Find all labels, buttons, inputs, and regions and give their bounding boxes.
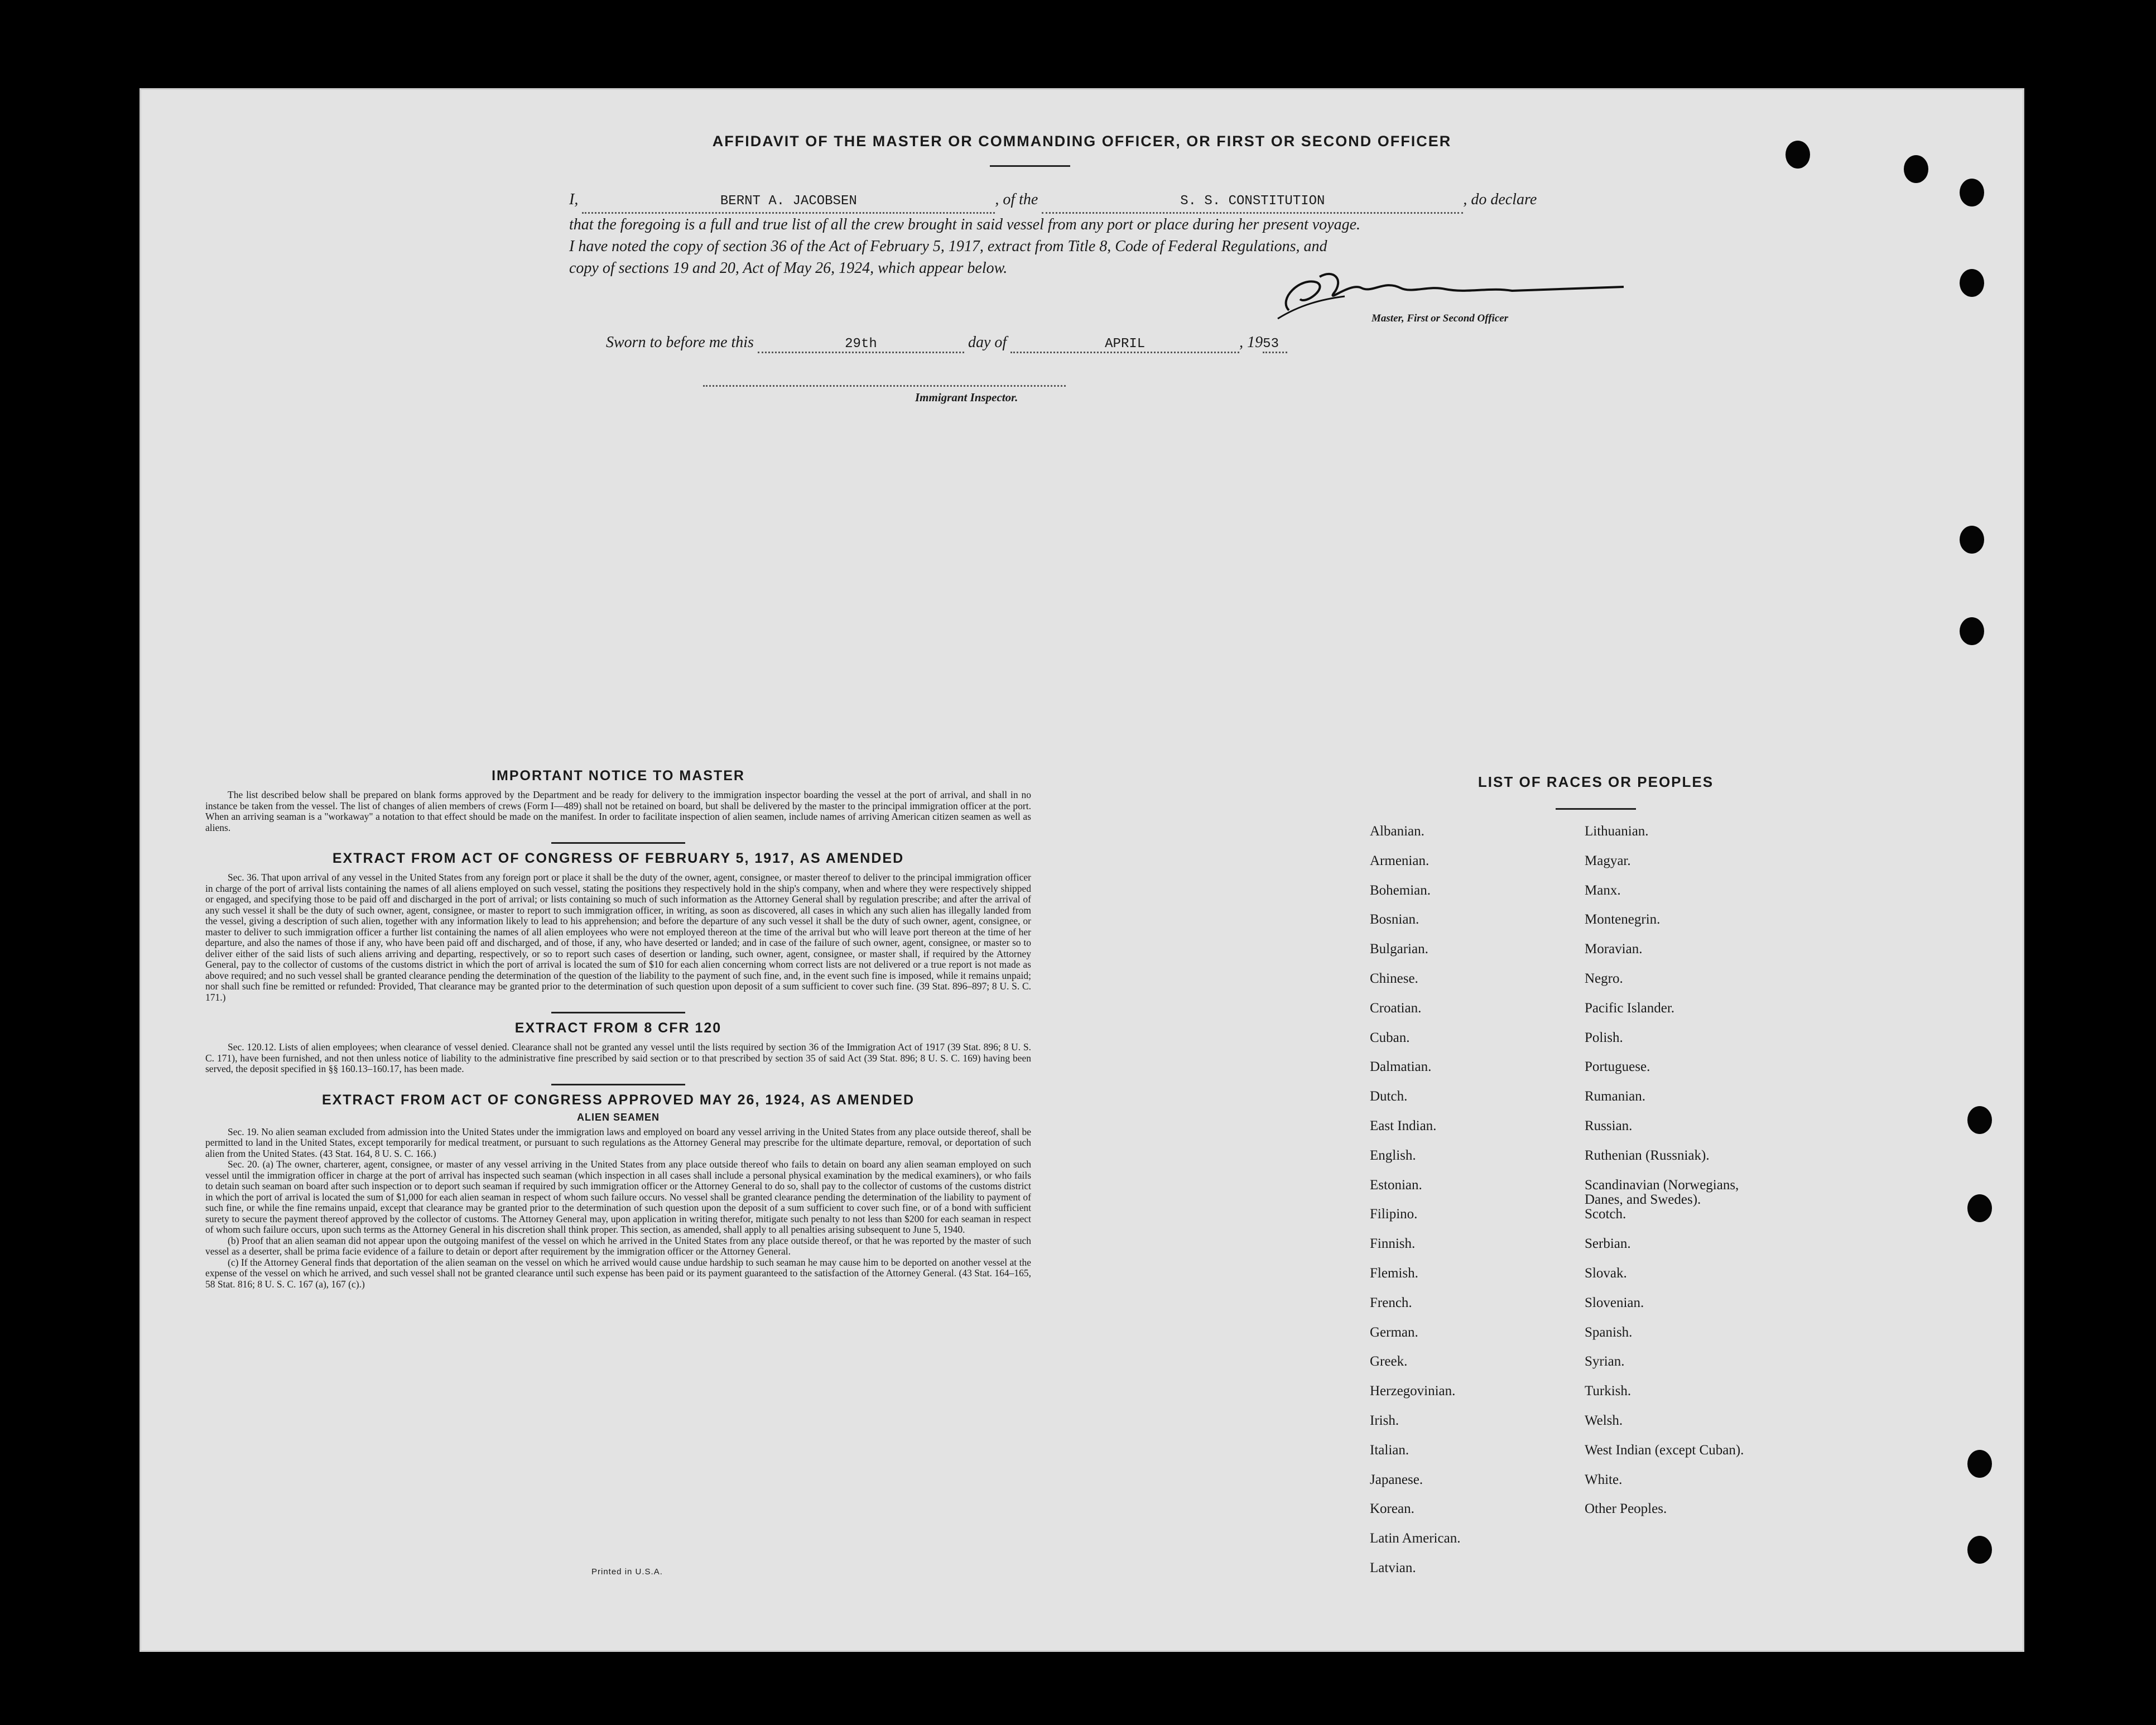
race-item: German. — [1370, 1324, 1418, 1340]
legal-column — [205, 768, 1031, 1290]
extract-1917-title: EXTRACT FROM ACT OF CONGRESS OF FEBRUARY 5, 1917, AS AMENDED — [332, 851, 904, 866]
race-item: Bohemian. — [1370, 882, 1431, 898]
race-item: Welsh. — [1585, 1413, 1623, 1428]
sec19-body: Sec. 19. No alien seaman excluded from admission into the United States under the immigration laws and employed on board any vessel arriving in the United States from any place outside thereof, shall be permitted to land in the United States, except temporarily for medical treatment, or pursuant to such regulations as the Attorney General may prescribe for the ultimate departure, removal, or deportation of such alien from the United States. (43 Stat. 164, 8 U. S. C. 166.) — [205, 1126, 1031, 1159]
punch-hole — [1967, 1536, 1992, 1564]
race-item: Moravian. — [1585, 941, 1643, 957]
extract-1924-subtitle: ALIEN SEAMEN — [576, 1111, 660, 1123]
punch-hole — [1786, 141, 1810, 169]
declaration-line-3: I have noted the copy of section 36 of the Act of February 5, 1917, extract from Title 8, Code of Federal Regulations, and — [569, 238, 1327, 255]
race-item: Latvian. — [1370, 1560, 1416, 1575]
race-item: Other Peoples. — [1585, 1501, 1667, 1517]
race-item: Syrian. — [1585, 1354, 1625, 1370]
punch-hole — [1960, 269, 1984, 297]
race-item: Danes, and Swedes). — [1585, 1191, 1701, 1207]
race-item: Estonian. — [1370, 1177, 1422, 1193]
race-item: French. — [1370, 1295, 1412, 1310]
master-name: BERNT A. JACOBSEN — [720, 194, 857, 209]
race-item: Negro. — [1585, 971, 1623, 986]
printed-in-usa: Printed in U.S.A. — [591, 1567, 663, 1577]
race-item: Polish. — [1585, 1030, 1623, 1045]
race-item: Herzegovinian. — [1370, 1383, 1456, 1399]
race-item: Bosnian. — [1370, 912, 1419, 928]
race-item: Scandinavian (Norwegians, — [1585, 1177, 1739, 1193]
races-title: LIST OF RACES OR PEOPLES — [1478, 773, 1714, 790]
race-item: Irish. — [1370, 1413, 1399, 1428]
sec20b-body: (b) Proof that an alien seaman did not appear upon the outgoing manifest of the vessel on which he arrived in the United States from any place outside thereof, or that he was reported by the master of such vessel as a deserter, shall be prima facie evidence of a failure to detain or deport after requirement by the immigration officer or the Attorney General. — [205, 1234, 1031, 1257]
race-item: Montenegrin. — [1585, 912, 1661, 928]
label-year-prefix: , 19 — [1239, 334, 1263, 351]
label-i: I, — [569, 191, 579, 208]
race-item: Latin American. — [1370, 1531, 1461, 1546]
race-item: Italian. — [1370, 1442, 1409, 1458]
race-item: Portuguese. — [1585, 1059, 1650, 1075]
affidavit-title: AFFIDAVIT OF THE MASTER OR COMMANDING OFFICER, OR FIRST OR SECOND OFFICER — [712, 133, 1452, 150]
inspector-label: Immigrant Inspector. — [915, 391, 1018, 404]
races-list — [1370, 824, 1872, 1575]
race-item: Lithuanian. — [1585, 824, 1649, 839]
punch-hole — [1904, 155, 1928, 183]
sworn-day: 29th — [845, 337, 877, 352]
signature-label: Master, First or Second Officer — [1371, 313, 1509, 324]
races-title-rule — [1556, 808, 1636, 810]
race-item: White. — [1585, 1472, 1623, 1487]
punch-hole — [1960, 617, 1984, 645]
label-of-the: , of the — [995, 191, 1038, 208]
extract-cfr-title: EXTRACT FROM 8 CFR 120 — [514, 1020, 722, 1036]
sworn-month: APRIL — [1105, 337, 1146, 352]
race-item: Spanish. — [1585, 1324, 1633, 1340]
race-item: East Indian. — [1370, 1118, 1437, 1133]
declaration-line-4: copy of sections 19 and 20, Act of May 26, 1924, which appear below. — [569, 260, 1008, 277]
notice-title: IMPORTANT NOTICE TO MASTER — [492, 768, 745, 784]
race-item: Japanese. — [1370, 1472, 1423, 1487]
race-item: Korean. — [1370, 1501, 1414, 1517]
race-item: Slovenian. — [1585, 1295, 1644, 1310]
punch-hole — [1967, 1450, 1992, 1478]
sec20c-body: (c) If the Attorney General finds that deportation of the alien seaman on the vessel on which he arrived would cause undue hardship to such seaman he may cause him to be deported on another vessel at the expense of the vessel on which he arrived, and such vessel shall not be granted clearance until such expense has been paid or its payment guaranteed to the satisfaction of the Attorney General. (43 Stat. 164–165, 58 Stat. 816; 8 U. S. C. 167 (a), 167 (c).) — [205, 1256, 1031, 1290]
sec20a-body: Sec. 20. (a) The owner, charterer, agent, consignee, or master of any vessel arriving in the United States from any place outside thereof who fails to detain on board any alien seaman employed on such vessel until the immigration officer in charge at the port of arrival has inspected such seaman (which inspection in all cases shall include a personal physical examination by the medical examiners), or who fails to detain such seaman on board after such inspection or to deport such seaman if required by such immigration officer or the Attorney General to do so, shall pay to the collector of customs of the customs district in which the port of arrival is located the sum of $1,000 for each alien seaman in respect of whom such failure occurs. No vessel shall be granted clearance pending the determination of the liability to payment of such fine, or while the fine remains unpaid, except that clearance may be granted prior to the determination of such question upon the deposit of a sum sufficient to cover such fine, or of a bond with sufficient surety to secure the payment thereof approved by the collector of customs. The Attorney General may, upon application in writing therefor, mitigate such penalty to not less than $200 for each seaman in respect of whom such failure occurs, upon such terms as the Attorney General in his discretion shall think proper. This section, as amended, shall apply to all penalties arising subsequent to June 5, 1940. — [205, 1159, 1031, 1235]
race-item: Finnish. — [1370, 1236, 1416, 1252]
race-item: Magyar. — [1585, 853, 1631, 868]
race-item: Croatian. — [1370, 1000, 1422, 1016]
document-page — [139, 88, 2024, 1652]
race-item: Manx. — [1585, 882, 1621, 898]
label-do-declare: , do declare — [1463, 191, 1537, 208]
race-item: Dutch. — [1370, 1089, 1408, 1104]
race-item: Pacific Islander. — [1585, 1000, 1675, 1016]
race-item: Slovak. — [1585, 1266, 1627, 1281]
sworn-prefix: Sworn to before me this — [606, 334, 754, 351]
sworn-year: 53 — [1263, 337, 1279, 352]
punch-hole — [1967, 1106, 1992, 1134]
race-item: Serbian. — [1585, 1236, 1631, 1252]
race-item: West Indian (except Cuban). — [1585, 1442, 1744, 1458]
extract-1924-title: EXTRACT FROM ACT OF CONGRESS APPROVED MAY 26, 1924, AS AMENDED — [321, 1092, 915, 1108]
notice-body: The list described below shall be prepared on blank forms approved by the Department and be ready for delivery to the immigration inspector boarding the vessel at the port of arrival, and shall in no instance be taken from the vessel. The list of changes of alien members of crews (Form I—489) shall not be retained on board, but shall be delivered by the master to the principal immigration officer at the port. When an arriving seaman is a "workaway" a notation to that effect should be made on the manifest. In order to facilitate inspection of alien seamen, include names of arriving American citizen seamen as well as aliens. — [205, 789, 1031, 833]
race-item: Dalmatian. — [1370, 1059, 1432, 1075]
title-rule — [990, 165, 1070, 167]
sworn-line — [606, 334, 1287, 353]
race-item: Armenian. — [1370, 853, 1430, 868]
punch-hole — [1960, 179, 1984, 206]
vessel-name: S. S. CONSTITUTION — [1180, 194, 1325, 209]
race-item: Scotch. — [1585, 1207, 1626, 1222]
punch-hole — [1967, 1194, 1992, 1222]
race-item: Greek. — [1370, 1354, 1408, 1370]
race-item: Filipino. — [1370, 1207, 1418, 1222]
race-item: Russian. — [1585, 1118, 1633, 1133]
race-item: Flemish. — [1370, 1266, 1418, 1281]
race-item: Rumanian. — [1585, 1089, 1646, 1104]
declaration-line-2: that the foregoing is a full and true list of all the crew brought in said vessel from any port or place during her present voyage. — [569, 216, 1361, 233]
race-item: English. — [1370, 1147, 1416, 1163]
race-item: Turkish. — [1585, 1383, 1632, 1399]
race-item: Bulgarian. — [1370, 941, 1428, 957]
divider — [551, 842, 685, 844]
punch-hole — [1960, 526, 1984, 554]
extract-cfr-body: Sec. 120.12. Lists of alien employees; when clearance of vessel denied. Clearance shall not be granted any vessel until the lists required by section 36 of the Immigration Act of 1917 (39 Stat. 896; 8 U. S. C. 171), have been furnished, and not then unless notice of liability to the administrative fine prescribed by said section or to that prescribed by section 35 of said Act (39 Stat. 896; 8 U. S. C. 169) having been served, the deposit specified in §§ 160.13–160.17, has been made. — [205, 1041, 1031, 1074]
race-item: Chinese. — [1370, 971, 1418, 986]
extract-1917-body: Sec. 36. That upon arrival of any vessel in the United States from any foreign port or place it shall be the duty of the owner, agent, consignee, or master thereof to deliver to the principal immigration officer in charge of the port of arrival lists containing the names of all aliens employed on such vessel, stating the positions they respectively hold in the ship's company, when and where they were respectively shipped or engaged, and specifying those to be paid off and discharged in the port of arrival; or lists containing so much of such information as the Attorney General shall by regulation prescribe; and after the arrival of any such vessel it shall be the duty of such owner, agent, consignee, or master to report to such immigration officer, in writing, as soon as discovered, all cases in which any such alien has illegally landed from the vessel, giving a description of such alien, together with any information likely to lead to his apprehension; and before the departure of any such vessel it shall be the duty of such owner, agent, consignee, or master to deliver to such immigration officer a further list containing the names of all alien employees who were not employed thereon at the time of the arrival but who will leave port thereon at the time of her departure, and also the names of those if any, who have been paid off and discharged, and of those, if any, who have deserted or landed; and in case of the failure of such owner, agent, consignee, or master so to deliver either of the said lists of such aliens arriving and departing, respectively, or so to report such cases of desertion or landing, such owner, agent, consignee, or master shall, if required by the Attorney General, pay to the collector of customs of the customs district in which the port of arrival is located the sum of $10 for each alien concerning whom correct lists are not delivered or a true report is not made as above required; and no such vessel shall be granted clearance pending the determination of the question of the liability to the payment of such fine, and, in the event such fine is imposed, while it remains unpaid; nor shall such fine be remitted or refunded: Provided, That clearance may be granted prior to the determination of such question upon deposit of a sum sufficient to cover such fine. (39 Stat. 896–897; 8 U. S. C. 171.) — [205, 872, 1031, 1003]
race-item: Ruthenian (Russniak). — [1585, 1147, 1710, 1163]
divider — [551, 1012, 685, 1013]
inspector-signature-line — [703, 385, 1066, 387]
race-item: Albanian. — [1370, 824, 1424, 839]
label-day-of: day of — [968, 334, 1007, 351]
divider — [551, 1084, 685, 1085]
race-item: Cuban. — [1370, 1030, 1410, 1045]
